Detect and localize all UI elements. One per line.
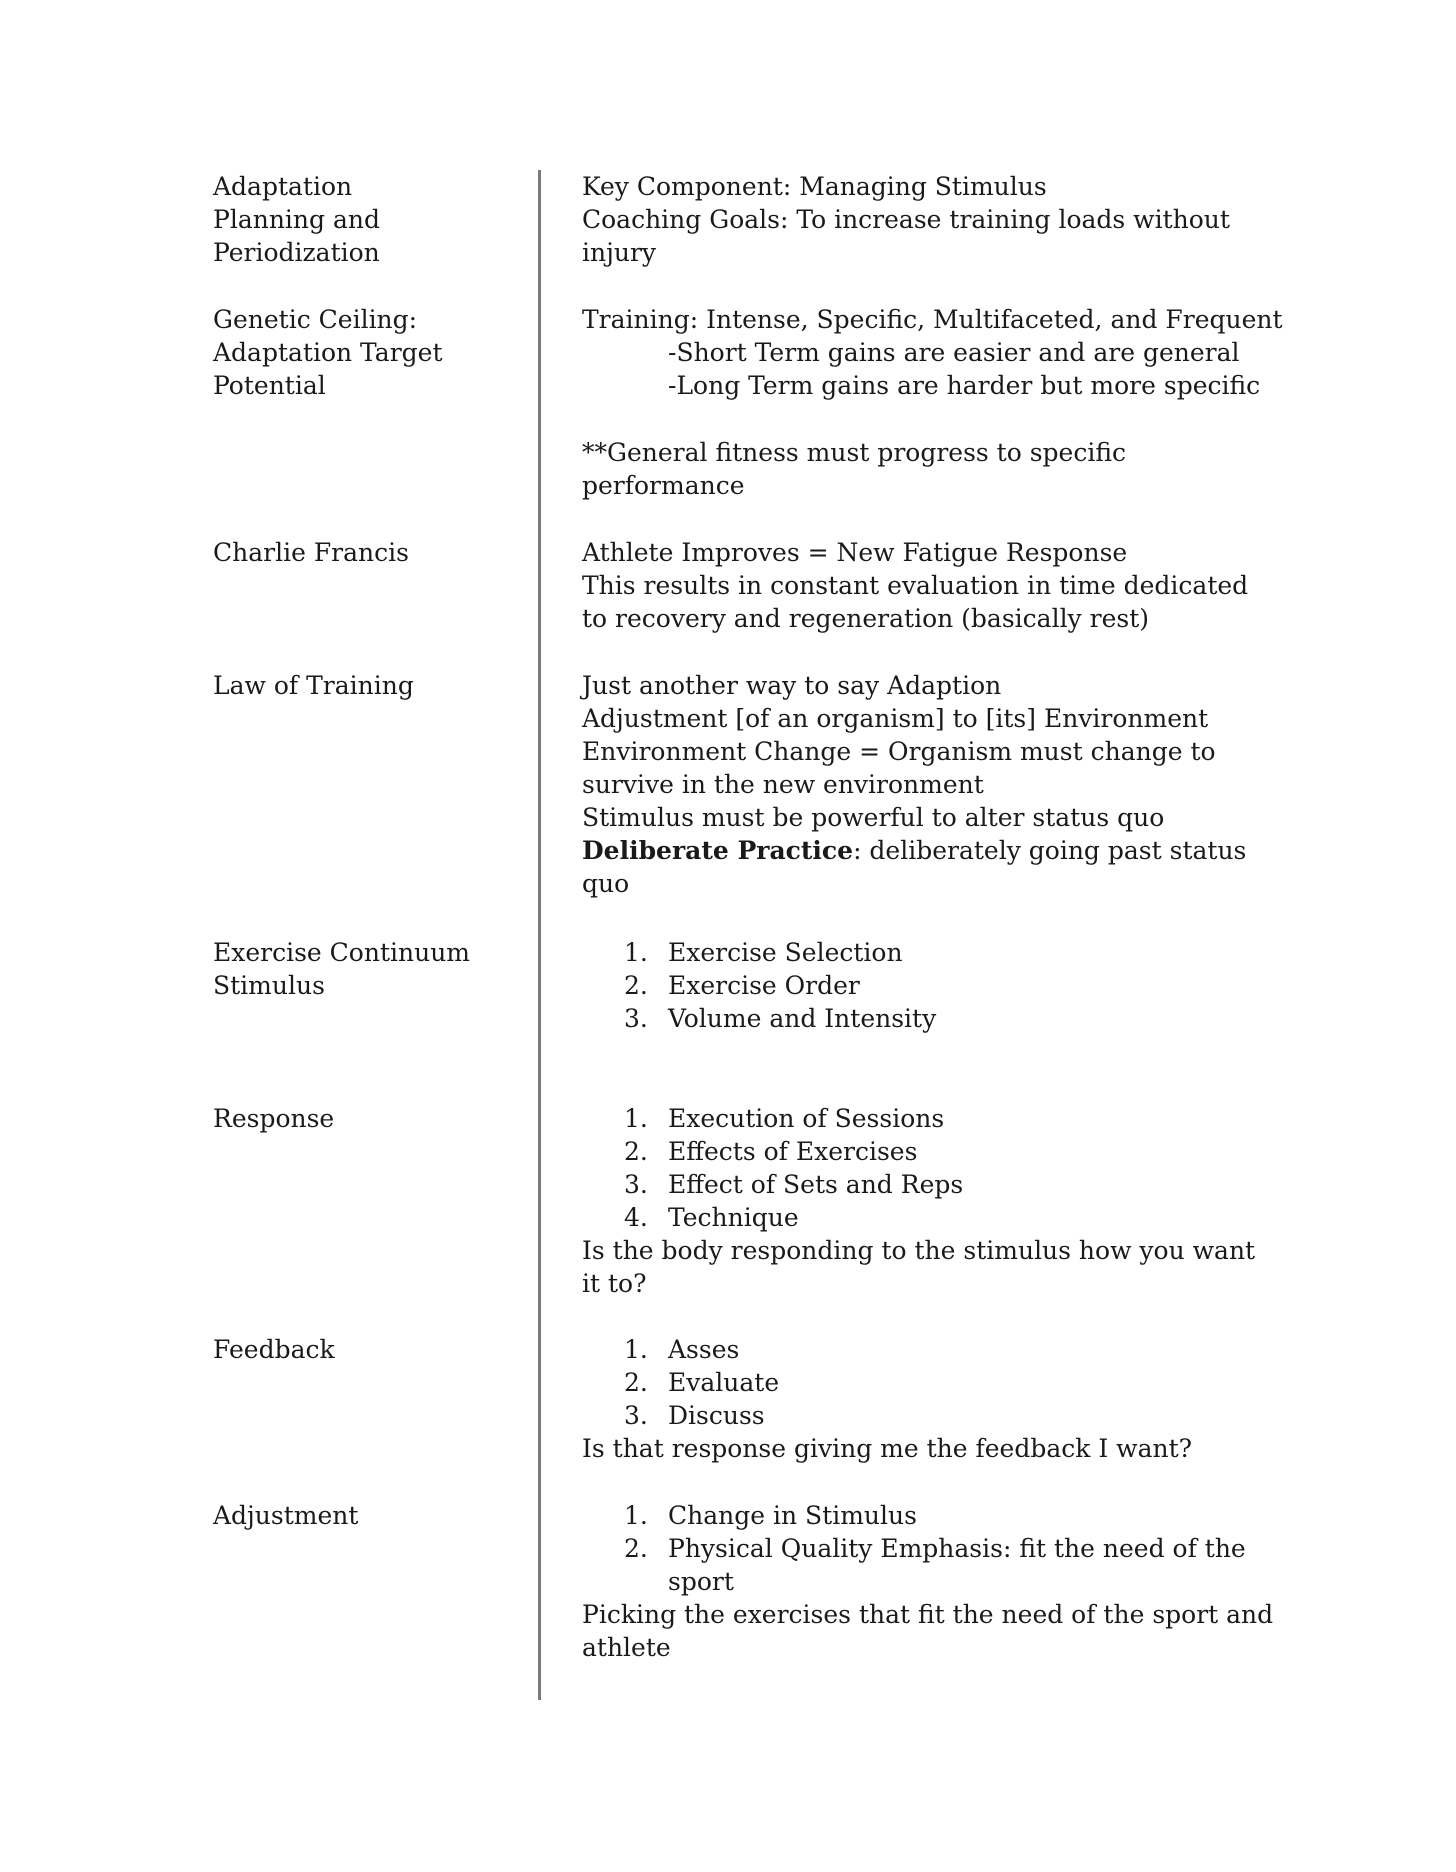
list-item — [582, 1135, 1262, 1168]
list-item — [582, 1366, 1262, 1399]
list-text: Physical Quality Emphasis: fit the need of the — [668, 1534, 1246, 1563]
note-line: survive in the new environment — [582, 770, 984, 799]
note-line: Picking the exercises that fit the need of the sport and — [582, 1600, 1274, 1629]
deliberate-practice-label: Deliberate Practice — [582, 836, 854, 865]
list-text: Effects of Exercises — [668, 1137, 918, 1166]
list-number: 1. — [624, 1501, 648, 1530]
notes-feedback — [582, 1333, 1262, 1465]
note-line: athlete — [582, 1633, 671, 1662]
list-number: 2. — [624, 1368, 648, 1397]
list-text: Volume and Intensity — [668, 1004, 937, 1033]
note-line: Is the body responding to the stimulus how you want — [582, 1236, 1256, 1265]
list-number: 1. — [624, 1104, 648, 1133]
list-item — [582, 1532, 1262, 1598]
notes-law-of-training — [582, 669, 1262, 900]
note-indented-line: -Long Term gains are harder but more specific — [668, 371, 1261, 400]
note-line: Training: Intense, Specific, Multifaceted, and Frequent — [582, 305, 1283, 334]
note-line: Environment Change = Organism must change to — [582, 737, 1216, 766]
list-item — [582, 1002, 1262, 1035]
list-number: 3. — [624, 1170, 648, 1199]
list-text: Execution of Sessions — [668, 1104, 945, 1133]
numbered-list — [582, 1333, 1262, 1432]
list-text: Evaluate — [668, 1368, 780, 1397]
term-law-of-training: Law of Training — [213, 671, 414, 700]
list-number: 4. — [624, 1203, 648, 1232]
note-line: Is that response giving me the feedback I want? — [582, 1434, 1193, 1463]
note-line: Athlete Improves = New Fatigue Response — [582, 538, 1128, 567]
note-line: it to? — [582, 1269, 647, 1298]
notes-adjustment — [582, 1499, 1274, 1664]
list-number: 2. — [624, 1137, 648, 1166]
list-item — [582, 1102, 1262, 1135]
term-adaptation-planning: Adaptation Planning and Periodization — [213, 172, 380, 267]
term-adjustment: Adjustment — [213, 1501, 359, 1530]
list-number: 3. — [624, 1401, 648, 1430]
list-item — [582, 936, 1262, 969]
list-text: Discuss — [668, 1401, 765, 1430]
list-item — [582, 969, 1262, 1002]
notes-adaptation-planning — [582, 170, 1262, 269]
note-line: Coaching Goals: To increase training loads without — [582, 205, 1230, 234]
list-text-continuation: sport — [668, 1567, 734, 1596]
term-charlie-francis: Charlie Francis — [213, 538, 409, 567]
list-text: Change in Stimulus — [668, 1501, 917, 1530]
numbered-list — [582, 1499, 1262, 1598]
note-line: Key Component: Managing Stimulus — [582, 172, 1047, 201]
deliberate-practice-line — [582, 834, 1262, 867]
note-line: Adjustment [of an organism] to [its] Environment — [582, 704, 1209, 733]
note-line: injury — [582, 238, 657, 267]
list-number: 2. — [624, 971, 648, 1000]
list-number: 2. — [624, 1534, 648, 1563]
list-number: 1. — [624, 1335, 648, 1364]
notes-exercise-continuum — [582, 936, 1262, 1035]
numbered-list — [582, 1102, 1262, 1234]
list-text: Technique — [668, 1203, 799, 1232]
term-response: Response — [213, 1104, 335, 1133]
list-number: 1. — [624, 938, 648, 967]
notes-general-fitness — [582, 436, 1262, 502]
list-text: Effect of Sets and Reps — [668, 1170, 964, 1199]
note-line: performance — [582, 471, 745, 500]
notes-genetic-ceiling — [582, 303, 1283, 402]
list-text: Exercise Order — [668, 971, 860, 1000]
note-line: quo — [582, 869, 630, 898]
note-line: to recovery and regeneration (basically rest) — [582, 604, 1150, 633]
note-line: This results in constant evaluation in time dedicated — [582, 571, 1249, 600]
note-line: Just another way to say Adaption — [582, 671, 1002, 700]
note-line: Stimulus must be powerful to alter status quo — [582, 803, 1165, 832]
list-text: Asses — [668, 1335, 740, 1364]
list-item — [582, 1168, 1262, 1201]
list-item — [582, 1201, 1262, 1234]
term-exercise-continuum: Exercise Continuum Stimulus — [213, 938, 470, 1000]
notes-charlie-francis — [582, 536, 1262, 635]
numbered-list — [582, 936, 1262, 1035]
list-text: Exercise Selection — [668, 938, 903, 967]
note-line: **General fitness must progress to specific — [582, 438, 1127, 467]
term-genetic-ceiling: Genetic Ceiling: Adaptation Target Potential — [213, 305, 443, 400]
note-indented-line: -Short Term gains are easier and are general — [668, 338, 1240, 367]
list-item — [582, 1333, 1262, 1366]
list-item — [582, 1499, 1262, 1532]
notes-response — [582, 1102, 1262, 1300]
list-item — [582, 1399, 1262, 1432]
term-feedback: Feedback — [213, 1335, 335, 1364]
deliberate-practice-text: : deliberately going past status — [853, 836, 1247, 865]
list-number: 3. — [624, 1004, 648, 1033]
column-divider — [538, 170, 541, 1700]
